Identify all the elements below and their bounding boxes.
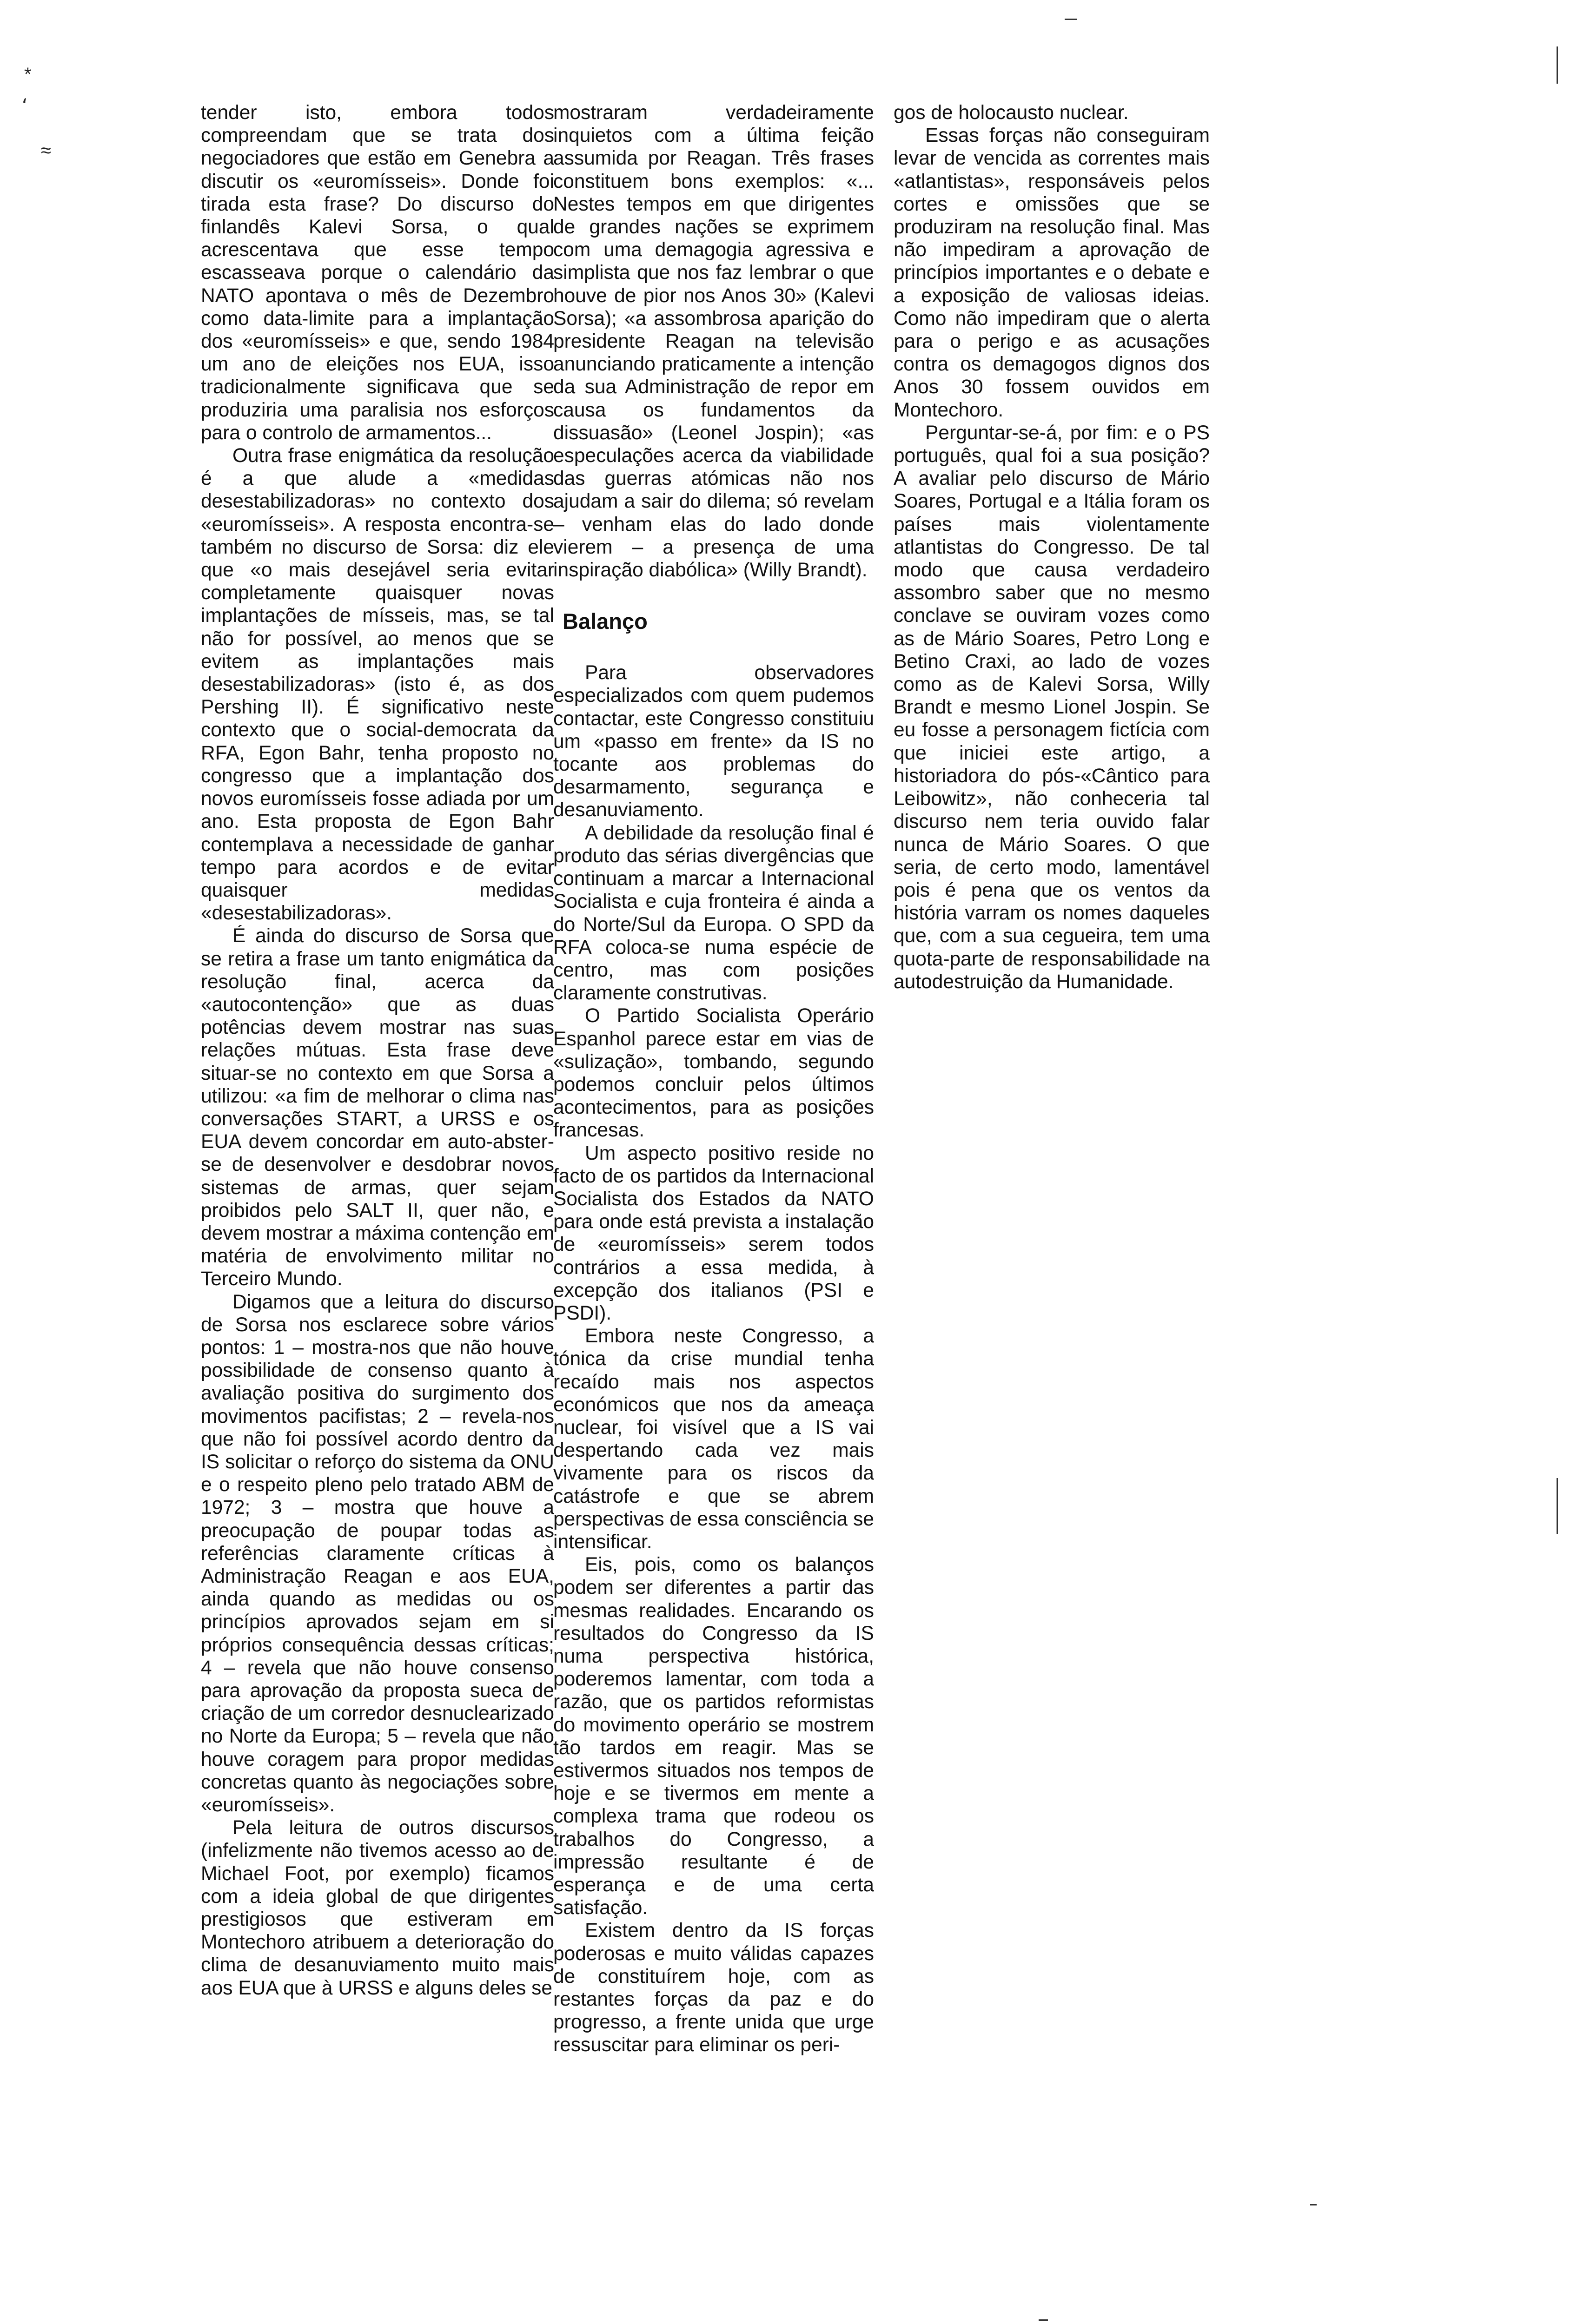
paragraph: Perguntar-se-á, por fim: e o PS português, qual foi a sua posição? A avaliar pelo discurso de Mário Soares, Portugal e a Itália foram os países mais violentamente atlantistas do Congresso. De tal modo que causa verdadeiro assombro saber que no mesmo conclave se ouviram vozes como as de Mário Soares, Petro Long e Betino Craxi, ao lado de vozes como as de Kalevi Sorsa, Willy Brandt e mesmo Lionel Jospin. Se eu fosse a personagem fictícia com que iniciei este artigo, a historiadora do pós-«Cântico para Leibowitz», não conheceria tal discurso nem teria ouvido falar nunca de Mário Soares. O que seria, de certo modo, lamentável pois é pena que os ventos da história varram os nomes daqueles que, com a sua cegueira, tem uma quota-parte de responsabilidade na autodestruição da Humanidade.	[894, 422, 1210, 993]
paragraph: Eis, pois, como os balanços podem ser diferentes a partir das mesmas realidades. Encarando os resultados do Congresso da IS numa perspectiva histórica, poderemos lamentar, com toda a razão, que os partidos reformistas do movimento operário se mostrem tão tardos em reagir. Mas se estivermos situados nos tempos de hoje e se tivermos em mente a complexa trama que rodeou os trabalhos do Congresso, a impressão resultante é de esperança e de uma certa satisfação.	[553, 1554, 874, 1919]
lower-dash-mark	[1039, 2319, 1048, 2321]
right-dash-mark	[1310, 2204, 1317, 2205]
paragraph: O Partido Socialista Operário Espanhol parece estar em vias de «sulização», tombando, segundo podemos concluir pelos últimos acontecimentos, para as posições francesas.	[553, 1005, 874, 1142]
paragraph: Embora neste Congresso, a tónica da crise mundial tenha recaído mais nos aspectos económicos que nos da ameaça nuclear, foi visível que a IS vai despertando cada vez mais vivamente para os riscos da catástrofe e que se abrem perspectivas de essa consciência se intensificar.	[553, 1325, 874, 1553]
paragraph: tender isto, embora todos compreendam que se trata dos negociadores que estão em Genebra a discutir os «euromísseis». Donde foi tirada esta frase? Do discurso do finlandês Kalevi Sorsa, o qual acrescentava que esse tempo escasseava porque o calendário da NATO apontava o mês de Dezembro como data-limite para a implantação dos «euromísseis» e que, sendo 1984 um ano de eleições nos EUA, isso tradicionalmente significava que se produziria uma paralisia nos esforços para o controlo de armamentos...	[201, 102, 554, 444]
article-column-3	[894, 101, 1210, 993]
section-subheading: Balanço	[563, 609, 648, 634]
right-edge-mark-lower	[1557, 1478, 1558, 1534]
paragraph: Outra frase enigmática da resolução é a que alude a «medidas desestabilizadoras» no contexto dos «euromísseis». A resposta encontra-se também no discurso de Sorsa: diz ele que «o mais desejável seria evitar completamente quaisquer novas implantações de mísseis, mas, se tal não for possível, ao menos que se evitem as implantações mais desestabilizadoras» (isto é, as dos Pershing II). É significativo neste contexto que o social-democrata da RFA, Egon Bahr, tenha proposto no congresso que a implantação dos novos euromísseis fosse adiada por um ano. Esta proposta de Egon Bahr contemplava a necessidade de ganhar tempo para acordos e de evitar quaisquer medidas «desestabilizadoras».	[201, 445, 554, 924]
article-column-1	[201, 101, 554, 2000]
article-column-2	[553, 101, 874, 2057]
paragraph: Pela leitura de outros discursos (infelizmente não tivemos acesso ao de Michael Foot, por exemplo) ficamos com a ideia global de que dirigentes prestigiosos que estiveram em Montechoro atribuem a deterioração do clima de desanuviamento muito mais aos EUA que à URSS e alguns deles se	[201, 1817, 554, 1999]
top-dash-mark	[1065, 19, 1077, 20]
paragraph: A debilidade da resolução final é produto das sérias divergências que continuam a marcar a Internacional Socialista e cuja fronteira é ainda a do Norte/Sul da Europa. O SPD da RFA coloca-se numa espécie de centro, mas com posições claramente construtivas.	[553, 822, 874, 1004]
paragraph: gos de holocausto nuclear.	[894, 102, 1129, 124]
paragraph: Para observadores especializados com quem pudemos contactar, este Congresso constituiu um «passo em frente» da IS no tocante aos problemas do desarmamento, segurança e desanuviamento.	[553, 662, 874, 821]
paragraph: Existem dentro da IS forças poderosas e muito válidas capazes de constituírem hoje, com as restantes forças da paz e do progresso, a frente unida que urge ressuscitar para eliminar os peri-	[553, 1920, 874, 2056]
right-edge-mark	[1557, 46, 1558, 84]
margin-mark-curl: ،	[21, 86, 27, 107]
margin-mark-scribble: ≈	[41, 140, 51, 161]
margin-mark-top: *	[24, 64, 32, 85]
paragraph: Essas forças não conseguiram levar de vencida as correntes mais «atlantistas», responsáveis pelos cortes e omissões que se produziram na resolução final. Mas não impediram a aprovação de princípios importantes e o debate e a exposição de valiosas ideias. Como não impediram que o alerta para o perigo e as acusações contra os demagogos dignos dos Anos 30 fossem ouvidos em Montechoro.	[894, 125, 1210, 421]
paragraph: É ainda do discurso de Sorsa que se retira a frase um tanto enigmática da resolução final, acerca da «autocontenção» que as duas potências devem mostrar nas suas relações mútuas. Esta frase deve situar-se no contexto em que Sorsa a utilizou: «a fim de melhorar o clima nas conversações START, a URSS e os EUA devem concordar em auto-abster-se de desenvolver e desdobrar novos sistemas de armas, quer sejam proibidos pelo SALT II, quer não, e devem mostrar a máxima contenção em matéria de envolvimento militar no Terceiro Mundo.	[201, 925, 554, 1290]
paragraph: Digamos que a leitura do discurso de Sorsa nos esclarece sobre vários pontos: 1 – mostra-nos que não houve possibilidade de consenso quanto à avaliação positiva do surgimento dos movimentos pacifistas; 2 – revela-nos que não foi possível acordo dentro da IS solicitar o reforço do sistema da ONU e o respeito pleno pelo tratado ABM de 1972; 3 – mostra que houve a preocupação de poupar todas as referências claramente críticas à Administração Reagan e aos EUA, ainda quando as medidas ou os princípios aprovados sejam em si próprios consequência dessas críticas; 4 – revela que não houve consenso para aprovação da proposta sueca de criação de um corredor desnuclearizado no Norte da Europa; 5 – revela que não houve coragem para propor medidas concretas quanto às negociações sobre «euromísseis».	[201, 1291, 554, 1816]
paragraph: Um aspecto positivo reside no facto de os partidos da Internacional Socialista dos Estados da NATO para onde está prevista a instalação de «euromísseis» serem todos contrários a essa medida, à excepção dos italianos (PSI e PSDI).	[553, 1142, 874, 1324]
paragraph: mostraram verdadeiramente inquietos com a última feição assumida por Reagan. Três frases constituem bons exemplos: «... Nestes tempos em que dirigentes de grandes nações se exprimem com uma demagogia agressiva e simplista que nos faz lembrar o que houve de pior nos Anos 30» (Kalevi Sorsa); «a assombrosa aparição do presidente Reagan na televisão anunciando praticamente a intenção da sua Administração de repor em causa os fundamentos da dissuasão» (Leonel Jospin); «as especulações acerca da viabilidade das guerras atómicas não nos ajudam a sair do dilema; só revelam – venham elas do lado donde vierem – a presença de uma inspiração diabólica» (Willy Brandt).	[553, 102, 874, 581]
